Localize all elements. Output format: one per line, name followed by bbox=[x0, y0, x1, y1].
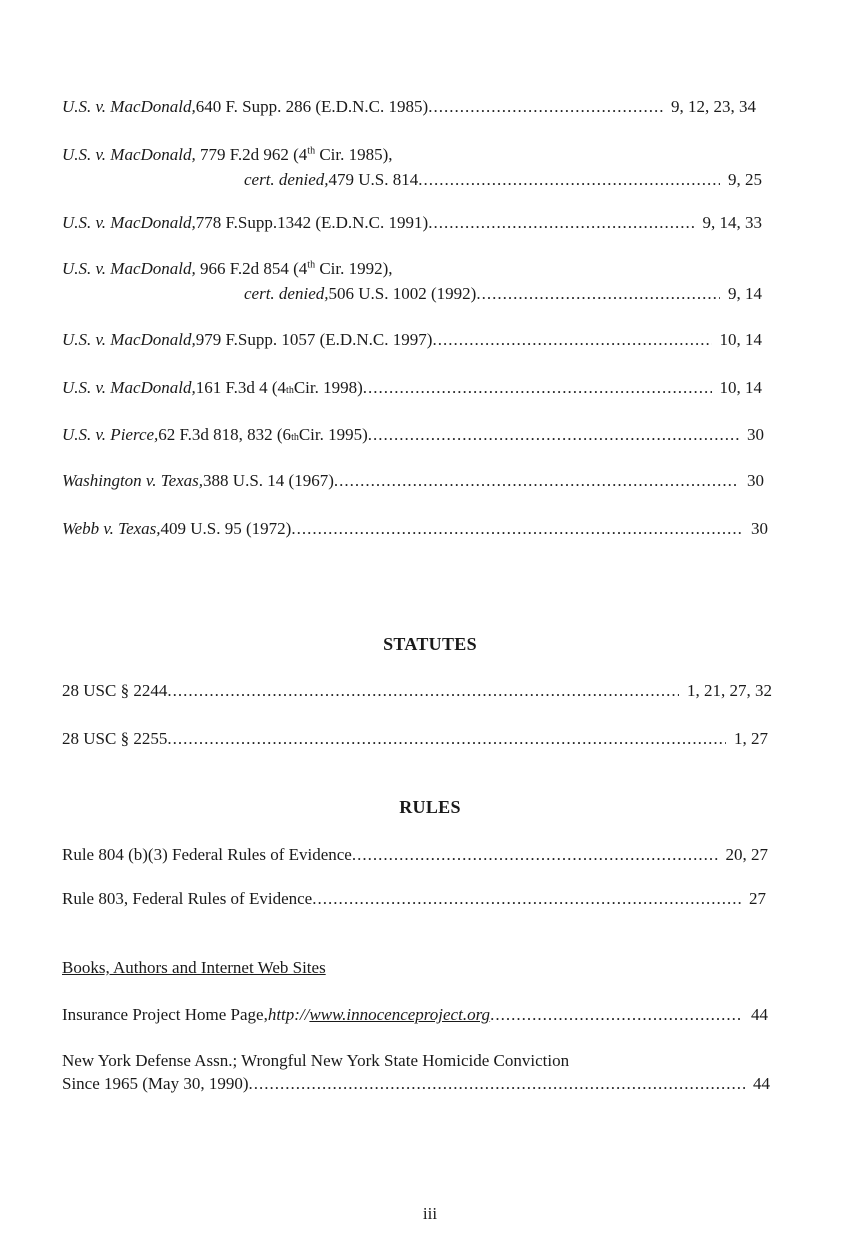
case-entry bbox=[62, 518, 768, 540]
case-citation-cont: Cir. 1992), bbox=[315, 259, 393, 278]
case-citation-cont: Cir. 1998) bbox=[293, 378, 363, 397]
ordinal-suffix: th bbox=[307, 259, 316, 271]
cert-citation: 506 U.S. 1002 (1992) bbox=[328, 284, 477, 303]
case-name: U.S. v. MacDonald, bbox=[62, 213, 196, 232]
case-name: U.S. v. MacDonald, bbox=[62, 145, 196, 164]
page-refs: 1, 27 bbox=[734, 729, 768, 748]
page-refs: 9, 12, 23, 34 bbox=[671, 97, 756, 116]
page-refs: 10, 14 bbox=[719, 378, 762, 397]
book-entry bbox=[62, 1004, 768, 1026]
page-number: iii bbox=[422, 1204, 438, 1223]
book-text: Insurance Project Home Page, bbox=[62, 1005, 268, 1024]
dot-leader bbox=[352, 844, 718, 866]
rule-entry bbox=[62, 888, 766, 910]
dot-leader bbox=[312, 888, 741, 910]
statute-text: 28 USC § 2244 bbox=[62, 681, 168, 700]
page-refs: 44 bbox=[751, 1005, 768, 1024]
case-citation: 640 F. Supp. 286 (E.D.N.C. 1985) bbox=[195, 97, 429, 116]
page-refs: 9, 14 bbox=[728, 284, 762, 303]
dot-leader bbox=[368, 424, 739, 446]
dot-leader bbox=[334, 470, 739, 492]
page-refs: 30 bbox=[751, 519, 768, 538]
url-prefix: http:// bbox=[267, 1005, 310, 1024]
case-name: U.S. v. MacDonald, bbox=[62, 378, 196, 397]
case-name: Webb v. Texas, bbox=[62, 519, 161, 538]
case-entry bbox=[62, 96, 756, 118]
page-refs: 1, 21, 27, 32 bbox=[687, 681, 772, 700]
case-citation-cont: Cir. 1985), bbox=[315, 145, 393, 164]
statute-entry bbox=[62, 680, 772, 702]
case-entry bbox=[62, 470, 764, 492]
section-heading-statutes: STATUTES bbox=[383, 634, 477, 654]
case-name: U.S. v. MacDonald, bbox=[62, 330, 196, 349]
case-citation: 966 F.2d 854 (4 bbox=[195, 259, 308, 278]
book-entry bbox=[62, 1050, 770, 1095]
book-text-cont: Since 1965 (May 30, 1990) bbox=[62, 1074, 249, 1093]
case-entry bbox=[62, 258, 762, 305]
case-citation: 409 U.S. 95 (1972) bbox=[160, 519, 292, 538]
cert-denied-label: cert. denied, bbox=[244, 284, 329, 303]
cert-denied-label: cert. denied, bbox=[244, 170, 329, 189]
case-name: U.S. v. MacDonald, bbox=[62, 97, 196, 116]
page-refs: 44 bbox=[753, 1074, 770, 1093]
page-refs: 9, 14, 33 bbox=[702, 213, 762, 232]
page-refs: 30 bbox=[747, 471, 764, 490]
dot-leader bbox=[249, 1073, 745, 1095]
website-link[interactable]: www.innocenceproject.org bbox=[309, 1005, 491, 1024]
statute-text: 28 USC § 2255 bbox=[62, 729, 168, 748]
ordinal-suffix: th bbox=[307, 145, 316, 157]
case-citation: 979 F.Supp. 1057 (E.D.N.C. 1997) bbox=[195, 330, 433, 349]
page-refs: 27 bbox=[749, 889, 766, 908]
page-refs: 20, 27 bbox=[725, 845, 768, 864]
rule-entry bbox=[62, 844, 768, 866]
rule-text: Rule 804 (b)(3) Federal Rules of Evidence bbox=[62, 845, 352, 864]
section-heading-rules: RULES bbox=[399, 797, 461, 817]
dot-leader bbox=[428, 96, 663, 118]
dot-leader bbox=[418, 169, 720, 191]
case-name: U.S. v. Pierce, bbox=[62, 425, 159, 444]
case-name: U.S. v. MacDonald, bbox=[62, 259, 196, 278]
page-refs: 10, 14 bbox=[719, 330, 762, 349]
rule-text: Rule 803, Federal Rules of Evidence bbox=[62, 889, 313, 908]
case-entry bbox=[62, 212, 762, 234]
case-citation: 779 F.2d 962 (4 bbox=[195, 145, 308, 164]
book-text: New York Defense Assn.; Wrongful New York State Homicide Conviction bbox=[62, 1051, 570, 1070]
dot-leader bbox=[428, 212, 694, 234]
dot-leader bbox=[363, 377, 712, 399]
case-entry bbox=[62, 144, 762, 191]
dot-leader bbox=[167, 728, 726, 750]
dot-leader bbox=[476, 283, 720, 305]
section-heading-books: Books, Authors and Internet Web Sites bbox=[62, 958, 326, 977]
dot-leader bbox=[167, 680, 679, 702]
dot-leader bbox=[490, 1004, 743, 1026]
cert-citation: 479 U.S. 814 bbox=[328, 170, 419, 189]
case-citation: 161 F.3d 4 (4 bbox=[195, 378, 287, 397]
case-citation: 62 F.3d 818, 832 (6 bbox=[158, 425, 292, 444]
case-citation: 778 F.Supp.1342 (E.D.N.C. 1991) bbox=[195, 213, 429, 232]
page-refs: 9, 25 bbox=[728, 170, 762, 189]
page-refs: 30 bbox=[747, 425, 764, 444]
case-entry bbox=[62, 329, 762, 351]
dot-leader bbox=[291, 518, 743, 540]
case-entry: U.S. v. Pierce, 62 F.3d 818, 832 (6 th Cir. 1995) ..... 30 bbox=[62, 424, 764, 446]
case-entry: U.S. v. MacDonald, 161 F.3d 4 (4 th Cir. 1998) ..... 10, 14 bbox=[62, 377, 762, 399]
case-citation: 388 U.S. 14 (1967) bbox=[203, 471, 334, 490]
statute-entry bbox=[62, 728, 768, 750]
dot-leader bbox=[432, 329, 711, 351]
case-citation-cont: Cir. 1995) bbox=[298, 425, 368, 444]
case-name: Washington v. Texas, bbox=[62, 471, 204, 490]
